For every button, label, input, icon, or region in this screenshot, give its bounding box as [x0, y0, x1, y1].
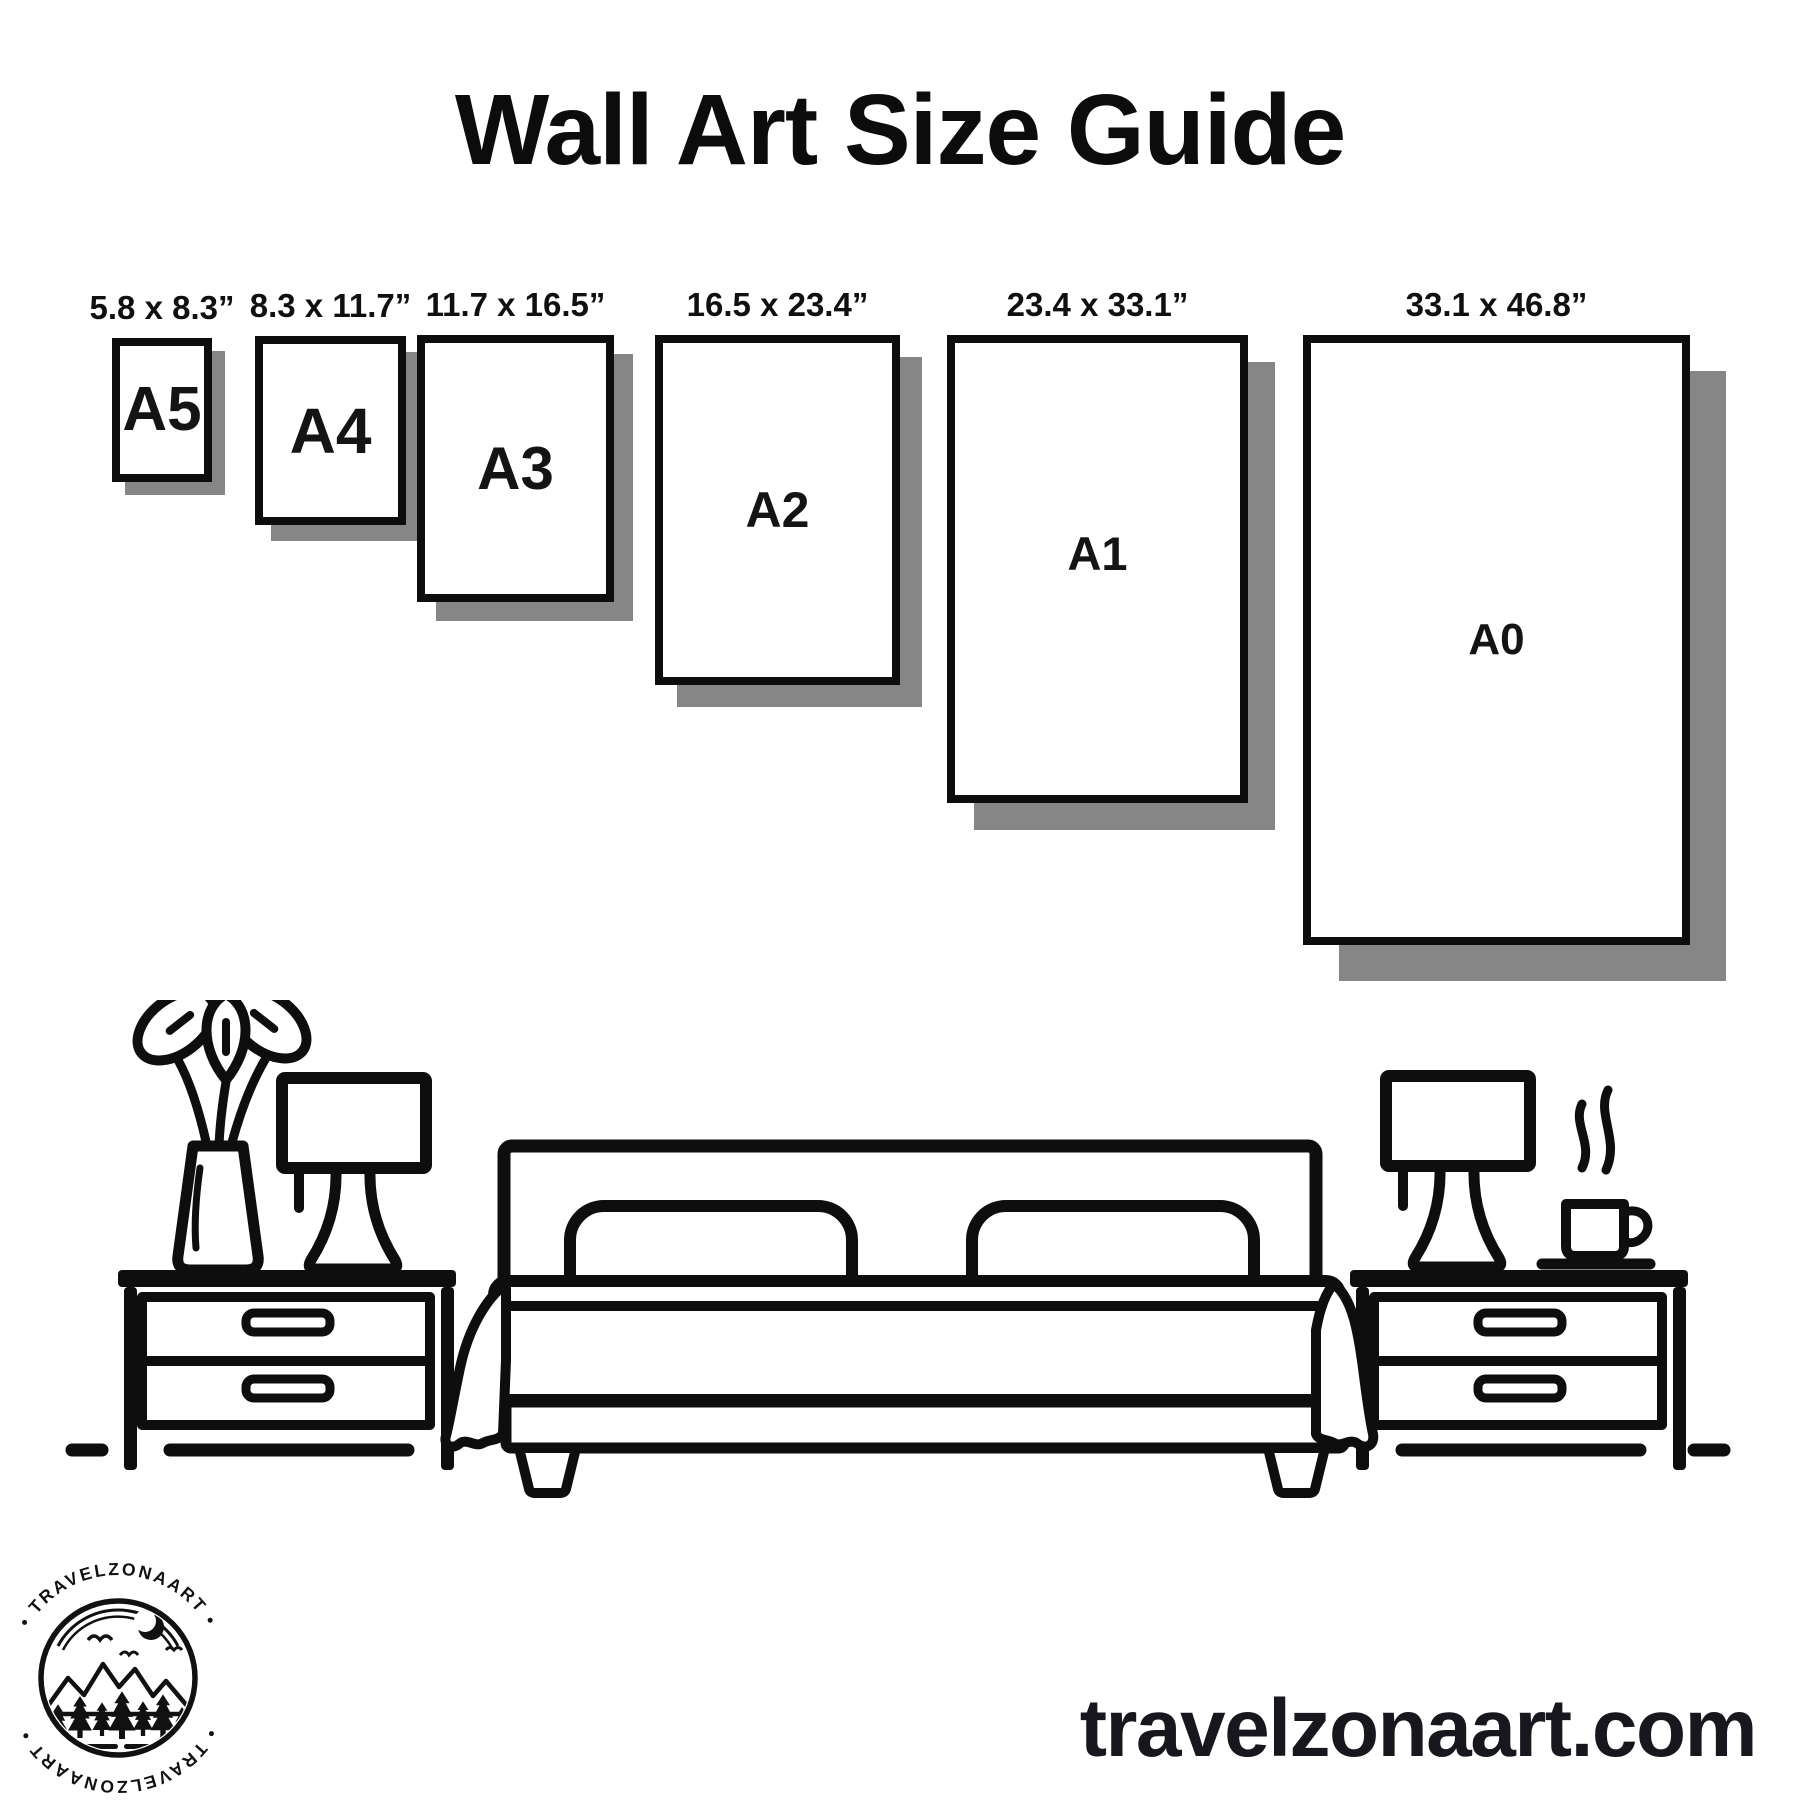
- nightstand-left-icon: [118, 1270, 456, 1470]
- size-frame-a2: [655, 286, 900, 685]
- dimension-label: 8.3 x 11.7”: [249, 287, 412, 324]
- poster-frame: [1303, 335, 1690, 945]
- dimension-label: 11.7 x 16.5”: [425, 286, 606, 323]
- blanket-drape-left: [445, 1284, 506, 1447]
- size-name: A2: [745, 482, 810, 538]
- size-frame-a0: [1303, 286, 1690, 945]
- poster-frame: [112, 338, 212, 482]
- bedroom-illustration: [0, 1000, 1800, 1520]
- logo-arc-text-top: • TRAVELZONAART •: [14, 1558, 222, 1631]
- table-lamp-left-icon: [282, 1078, 426, 1269]
- nightstand-right-icon: [1350, 1270, 1688, 1470]
- dimension-label: 33.1 x 46.8”: [1405, 286, 1588, 323]
- table-lamp-right-icon: [1386, 1076, 1530, 1267]
- size-frame-a4: [249, 287, 412, 525]
- brand-logo: [0, 1540, 260, 1800]
- size-frame-a5: [89, 289, 235, 482]
- size-name: A3: [477, 434, 554, 502]
- dimension-label: 5.8 x 8.3”: [89, 289, 235, 326]
- dimension-label: 16.5 x 23.4”: [686, 286, 869, 323]
- dimension-label: 23.4 x 33.1”: [1006, 286, 1189, 323]
- size-name: A1: [1067, 526, 1128, 580]
- size-name: A4: [289, 394, 372, 467]
- size-frame-a1: [947, 286, 1248, 803]
- page-title: Wall Art Size Guide: [454, 74, 1346, 186]
- bed-icon: [445, 1146, 1373, 1493]
- size-frame-a3: [417, 286, 614, 602]
- size-name: A5: [122, 375, 202, 444]
- coffee-cup-icon: [1542, 1090, 1650, 1264]
- bird-icon: [166, 1648, 182, 1651]
- size-name: A0: [1468, 615, 1525, 664]
- poster-frame: [655, 335, 900, 685]
- logo-circle: [41, 1601, 195, 1755]
- poster-frame: [417, 335, 614, 602]
- poster-frame: [255, 336, 406, 525]
- poster-frame: [947, 335, 1248, 803]
- logo-arc-text-bottom: • TRAVELZONAART •: [14, 1725, 222, 1798]
- website-url: travelzonaart.com: [1079, 1683, 1756, 1774]
